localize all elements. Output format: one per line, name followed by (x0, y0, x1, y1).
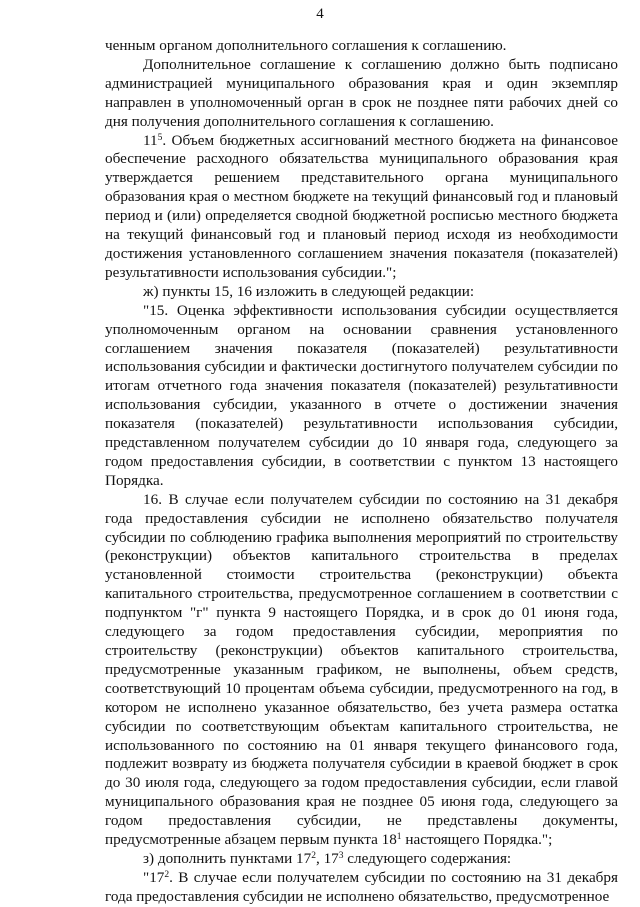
body-text (105, 37, 618, 907)
paragraph-item-15: "15. Оценка эффективности использования субсидии осуществляется уполномоченным органом на основании сравнения установленного соглашением значения показателя (показателей) результативности использования субсидии и фактически достигнутого получателем субсидии по итогам отчетного года значения показателя (показателей) результативности использования субсидии, указанного в отчете о достижении значения показателя (показателей) результативности использования субсидии, представленном получателем субсидии до 10 января года, следующего за годом предоставления субсидии, в соответствии с пунктом 13 настоящего Порядка. (105, 301, 618, 489)
paragraph-supplementary-agreement: Дополнительное соглашение к соглашению должно быть подписано администрацией муниципального образования края и один экземпляр направлен в уполномоченный орган в срок не позднее пяти рабочих дней со дня получения дополнительного соглашения к соглашению. (105, 55, 618, 130)
paragraph-item-16: 16. В случае если получателем субсидии по состоянию на 31 декабря года предоставления субсидии не исполнено обязательство получателя субсидии по соблюдению графика выполнения мероприятий по строительству (реконструкции) объектов капитального строительства в пределах установленной стоимости строительства (реконструкции) объекта капитального строительства, предусмотренное соглашением в соответствии с подпунктом "г" пункта 9 настоящего Порядка, и в срок до 01 июня года, следующего за годом предоставления субсидии, мероприятия по строительству (реконструкции) объектов капитального строительства, предусмотренные указанным графиком, не выполнены, объем средств, соответствующий 10 процентам объема субсидии, предусмотренного на год, в котором не исполнено указанное обязательство, без учета размера остатка субсидии по соответствующим объектам капитального строительства, не использованного по состоянию на 01 января текущего финансового года, подлежит возврату из бюджета получателя субсидии в краевой бюджет в срок до 30 июля года, следующего за годом предоставления субсидии, если главой муниципального образования края не позднее 05 июня года, следующего за годом предоставления субсидии, не представлены документы, предусмотренные абзацем первым пункта $18^1$ настоящего Порядка."; (105, 490, 618, 849)
paragraph-amendment-z: з) дополнить пунктами $17^2$, $17^3$ следующего содержания: (143, 849, 512, 867)
page-number: 4 (316, 6, 324, 22)
paragraph-item-11-5: $11^5$. Объем бюджетных ассигнований местного бюджета на финансовое обеспечение расходного обязательства муниципального образования края утверждается решением представительного органа муниципального образования края о местном бюджете на текущий финансовый год и плановый период и (или) определяется сводной бюджетной росписью местного бюджета на текущий финансовый год и плановый период исходя из необходимости достижения установленного соглашением значения показателя (показателей) результативности использования субсидии."; (105, 131, 618, 281)
paragraph-item-17-2: "$17^2$. В случае если получателем субсидии по состоянию на 31 декабря года предоставления субсидии не исполнено обязательство, предусмотренное (105, 868, 618, 905)
paragraph-amendment-zh: ж) пункты 15, 16 изложить в следующей редакции: (143, 282, 475, 300)
paragraph-continuation: ченным органом дополнительного соглашения к соглашению. (105, 37, 507, 54)
